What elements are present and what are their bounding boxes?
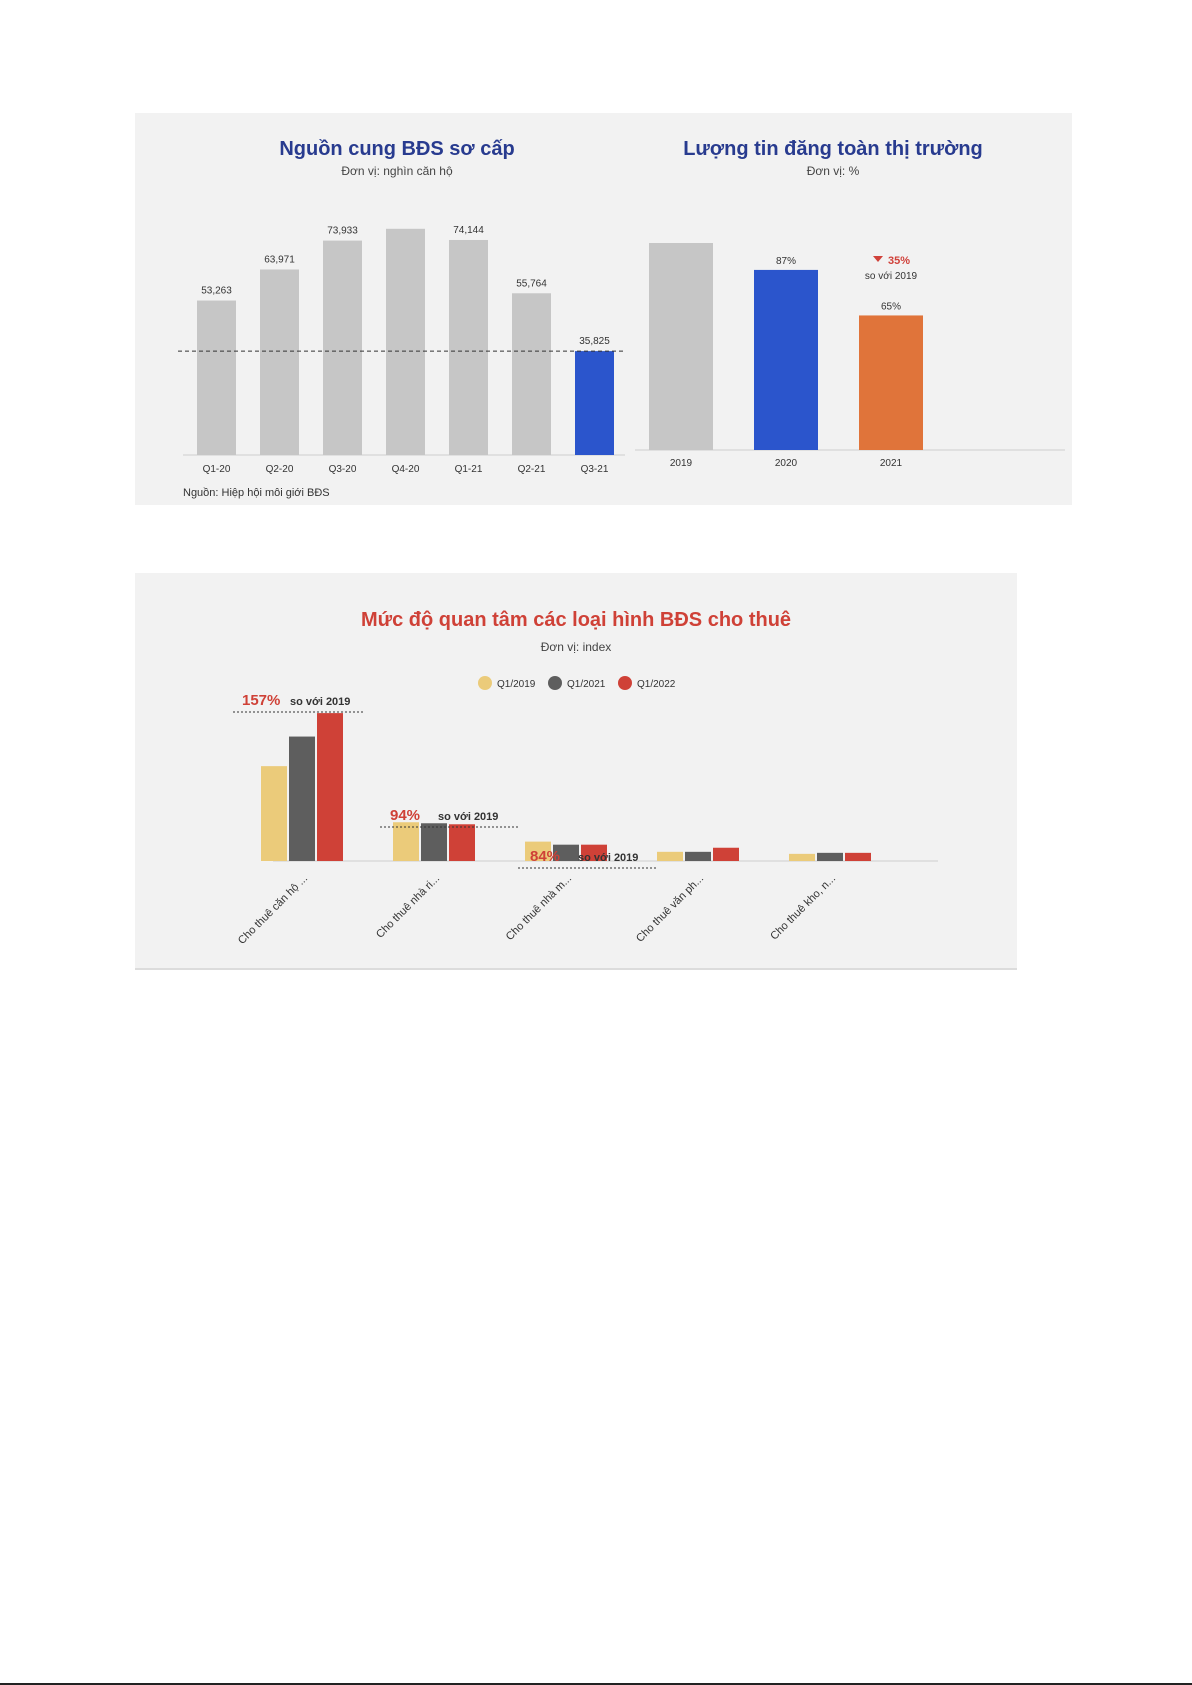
interest-bar bbox=[449, 824, 475, 861]
down-triangle-icon bbox=[873, 256, 883, 262]
supply-tick-label: Q1-20 bbox=[202, 464, 231, 475]
interest-chart bbox=[135, 573, 1017, 968]
interest-tick-label: Cho thuê căn hộ ... bbox=[235, 872, 311, 947]
legend-label: Q1/2022 bbox=[637, 679, 676, 690]
listing-bar bbox=[754, 270, 818, 450]
top-panel bbox=[135, 113, 1072, 505]
interest-annotation-value: 157% bbox=[242, 692, 281, 709]
supply-tick-label: Q2-20 bbox=[265, 464, 294, 475]
interest-tick-label: Cho thuê nhà m... bbox=[503, 872, 575, 943]
supply-data-label: 74,144 bbox=[453, 224, 484, 236]
listing-annotation-text: so với 2019 bbox=[864, 271, 918, 282]
supply-chart bbox=[135, 113, 625, 505]
supply-data-label: 53,263 bbox=[201, 285, 232, 297]
listing-tick-label: 2021 bbox=[879, 458, 903, 469]
interest-legend bbox=[478, 676, 676, 690]
interest-bar bbox=[845, 853, 871, 861]
interest-bar bbox=[817, 853, 843, 861]
interest-bar bbox=[685, 852, 711, 861]
interest-bar bbox=[393, 822, 419, 861]
interest-annotation-value: 94% bbox=[390, 807, 421, 824]
interest-tick-label: Cho thuê văn ph... bbox=[634, 872, 707, 945]
listing-bar bbox=[859, 315, 923, 450]
listing-data-label: 87% bbox=[775, 255, 797, 267]
supply-data-label: 63,971 bbox=[264, 254, 295, 266]
supply-data-label: 35,825 bbox=[579, 336, 610, 348]
interest-annotation-text: so với 2019 bbox=[578, 852, 639, 864]
listing-data-label: 65% bbox=[880, 301, 902, 313]
interest-bar bbox=[421, 823, 447, 861]
supply-data-label: 55,764 bbox=[516, 278, 547, 290]
supply-bar bbox=[512, 293, 551, 455]
listing-bar bbox=[649, 243, 713, 450]
interest-annotation-text: so với 2019 bbox=[290, 696, 351, 708]
supply-tick-label: Q4-20 bbox=[391, 464, 420, 475]
legend-swatch bbox=[478, 676, 492, 690]
legend-label: Q1/2021 bbox=[567, 679, 606, 690]
bottom-panel bbox=[135, 573, 1017, 970]
supply-tick-label: Q3-21 bbox=[580, 464, 609, 475]
listing-tick-label: 2020 bbox=[774, 458, 798, 469]
supply-bar bbox=[197, 301, 236, 455]
listing-chart-subtitle: Đơn vị: % bbox=[806, 164, 860, 178]
supply-chart-source: Nguồn: Hiệp hội môi giới BĐS bbox=[183, 487, 330, 499]
interest-chart-subtitle: Đơn vị: index bbox=[540, 640, 612, 654]
supply-tick-label: Q3-20 bbox=[328, 464, 357, 475]
listing-tick-label: 2019 bbox=[669, 458, 693, 469]
interest-tick-label: Cho thuê nhà ri... bbox=[373, 872, 443, 941]
supply-bar bbox=[449, 240, 488, 455]
supply-bar bbox=[386, 229, 425, 455]
interest-bar bbox=[713, 848, 739, 861]
supply-bar bbox=[260, 269, 299, 455]
interest-bar bbox=[261, 766, 287, 861]
interest-annotation-text: so với 2019 bbox=[438, 811, 499, 823]
supply-chart-subtitle: Đơn vị: nghìn căn hộ bbox=[341, 164, 453, 178]
listing-chart-title: Lượng tin đăng toàn thị trường bbox=[683, 138, 983, 160]
interest-bar bbox=[789, 854, 815, 861]
listing-annotation-value: 35% bbox=[887, 255, 911, 267]
interest-bar bbox=[657, 852, 683, 861]
supply-bar bbox=[575, 351, 614, 455]
supply-data-label: 73,933 bbox=[327, 225, 358, 237]
interest-annotation-value: 84% bbox=[530, 848, 561, 865]
supply-tick-label: Q2-21 bbox=[517, 464, 546, 475]
supply-bar bbox=[323, 241, 362, 455]
legend-swatch bbox=[618, 676, 632, 690]
legend-label: Q1/2019 bbox=[497, 679, 536, 690]
interest-tick-label: Cho thuê kho, n... bbox=[768, 872, 839, 943]
legend-swatch bbox=[548, 676, 562, 690]
interest-chart-title: Mức độ quan tâm các loại hình BĐS cho thuê bbox=[360, 609, 792, 631]
supply-chart-title: Nguồn cung BĐS sơ cấp bbox=[279, 138, 515, 160]
interest-bar bbox=[289, 737, 315, 861]
listing-chart bbox=[625, 113, 1072, 505]
interest-bar bbox=[317, 713, 343, 861]
supply-tick-label: Q1-21 bbox=[454, 464, 483, 475]
